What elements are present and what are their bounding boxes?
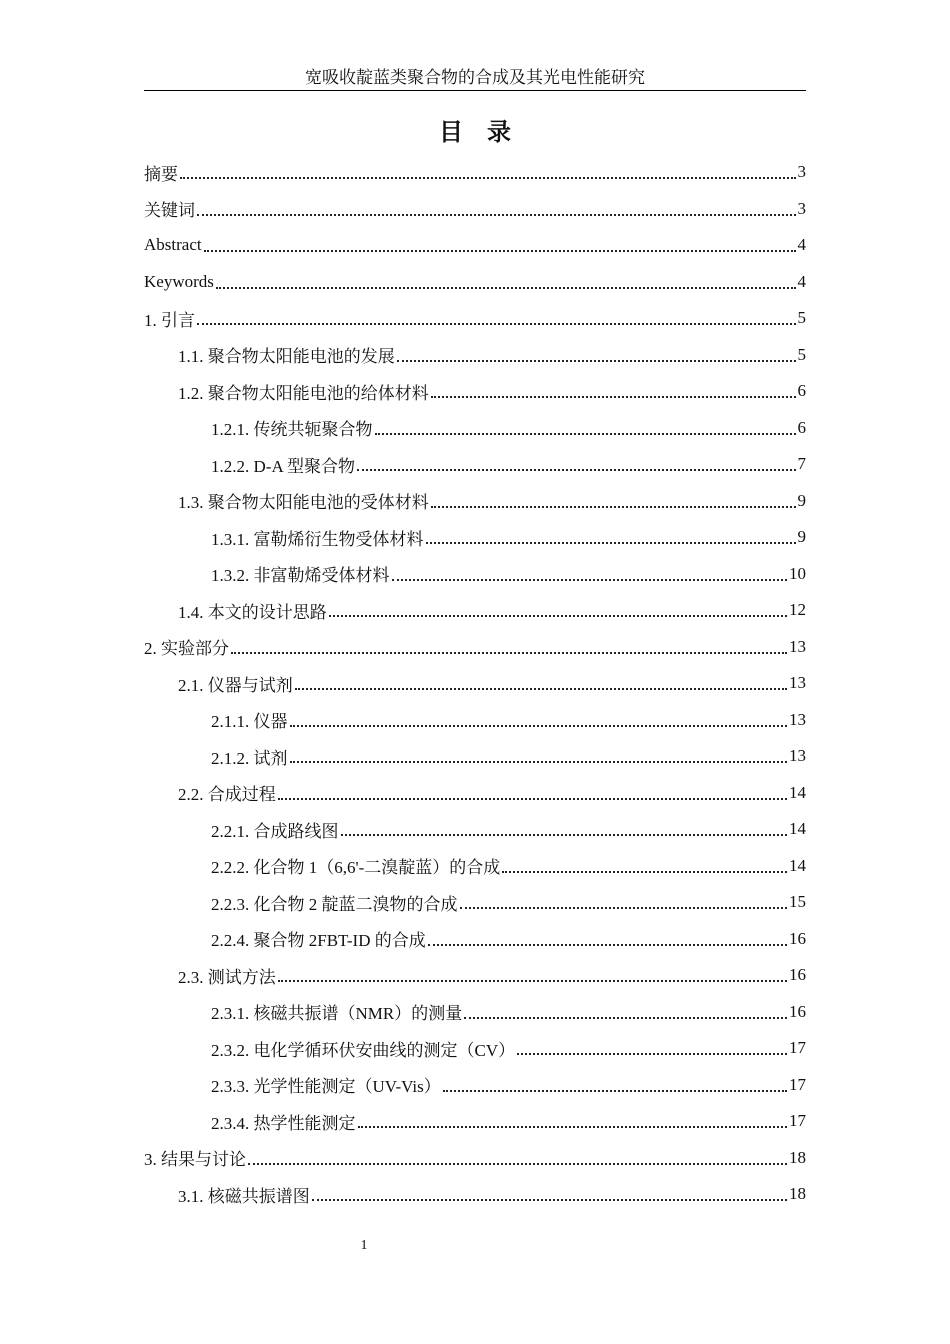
toc-entry[interactable] xyxy=(144,410,806,447)
toc-entry[interactable] xyxy=(144,629,806,666)
toc-entry[interactable] xyxy=(144,300,806,337)
toc-entry-label: 1.3.1. 富勒烯衍生物受体材料 xyxy=(211,529,424,549)
toc-entry-label: 3. 结果与讨论 xyxy=(144,1150,246,1170)
toc-entry-page: 6 xyxy=(797,417,806,437)
page-number: 1 xyxy=(360,1238,368,1253)
toc-entry[interactable] xyxy=(144,227,806,264)
toc-dot-leader xyxy=(392,579,788,581)
toc-entry-label: 1.1. 聚合物太阳能电池的发展 xyxy=(178,347,395,367)
toc-entry-page: 14 xyxy=(789,819,806,839)
toc-entry-page: 14 xyxy=(789,855,806,875)
toc-entry[interactable] xyxy=(144,884,806,921)
toc-entry-label: Keywords xyxy=(144,271,214,291)
toc-entry-label: 2.2.1. 合成路线图 xyxy=(211,821,339,841)
toc-dot-leader xyxy=(278,798,787,800)
toc-dot-leader xyxy=(290,725,788,727)
toc-entry-label: 2.3. 测试方法 xyxy=(178,967,276,987)
toc-dot-leader xyxy=(204,250,796,252)
toc-entry-page: 16 xyxy=(789,928,806,948)
toc-entry[interactable] xyxy=(144,811,806,848)
toc-entry-label: 2.2.4. 聚合物 2FBT-ID 的合成 xyxy=(211,931,426,951)
toc-dot-leader xyxy=(464,1017,787,1019)
toc-entry-page: 4 xyxy=(797,271,806,291)
toc-entry-label: 1.2.1. 传统共轭聚合物 xyxy=(211,420,373,440)
toc-entry[interactable] xyxy=(144,665,806,702)
toc-entry-page: 13 xyxy=(789,673,806,693)
toc-entry-page: 9 xyxy=(797,527,806,547)
toc-entry-label: 摘要 xyxy=(144,164,178,184)
toc-entry-page: 17 xyxy=(789,1111,806,1131)
toc-dot-leader xyxy=(431,506,796,508)
toc-entry-label: 2.3.2. 电化学循环伏安曲线的测定（CV） xyxy=(211,1040,516,1060)
toc-entry-label: 2.3.1. 核磁共振谱（NMR）的测量 xyxy=(211,1004,463,1024)
toc-entry[interactable] xyxy=(144,1067,806,1104)
toc-dot-leader xyxy=(295,688,787,690)
toc-dot-leader xyxy=(358,1126,788,1128)
toc-entry[interactable] xyxy=(144,191,806,228)
toc-entry-label: 2.2.3. 化合物 2 靛蓝二溴物的合成 xyxy=(211,894,458,914)
toc-dot-leader xyxy=(248,1163,787,1165)
toc-dot-leader xyxy=(197,323,796,325)
toc-entry-page: 12 xyxy=(789,600,806,620)
toc-entry-page: 9 xyxy=(797,490,806,510)
table-of-contents xyxy=(144,154,806,1213)
toc-entry-label: 1.2.2. D-A 型聚合物 xyxy=(211,456,356,476)
toc-entry[interactable] xyxy=(144,1140,806,1177)
running-header: 宽吸收靛蓝类聚合物的合成及其光电性能研究 xyxy=(305,68,645,87)
toc-entry[interactable] xyxy=(144,994,806,1031)
toc-entry-page: 3 xyxy=(797,162,806,182)
toc-entry-page: 7 xyxy=(797,454,806,474)
toc-entry[interactable] xyxy=(144,1103,806,1140)
toc-entry[interactable] xyxy=(144,921,806,958)
toc-entry-page: 4 xyxy=(797,235,806,255)
toc-dot-leader xyxy=(431,396,796,398)
toc-entry-page: 6 xyxy=(797,381,806,401)
toc-entry[interactable] xyxy=(144,1176,806,1213)
toc-dot-leader xyxy=(341,834,788,836)
toc-dot-leader xyxy=(397,360,796,362)
toc-entry[interactable] xyxy=(144,446,806,483)
toc-entry-page: 18 xyxy=(789,1147,806,1167)
toc-entry-label: 1.3. 聚合物太阳能电池的受体材料 xyxy=(178,493,429,513)
toc-entry-page: 13 xyxy=(789,709,806,729)
toc-entry[interactable] xyxy=(144,848,806,885)
toc-dot-leader xyxy=(216,287,796,289)
toc-entry[interactable] xyxy=(144,957,806,994)
toc-dot-leader xyxy=(329,615,787,617)
toc-dot-leader xyxy=(231,652,787,654)
toc-entry-page: 13 xyxy=(789,746,806,766)
toc-entry-page: 18 xyxy=(789,1184,806,1204)
toc-entry-label: 1.2. 聚合物太阳能电池的给体材料 xyxy=(178,383,429,403)
toc-entry-label: 2.3.3. 光学性能测定（UV-Vis） xyxy=(211,1077,441,1097)
toc-dot-leader xyxy=(517,1053,787,1055)
toc-dot-leader xyxy=(375,433,796,435)
toc-entry[interactable] xyxy=(144,373,806,410)
toc-dot-leader xyxy=(278,980,787,982)
toc-entry-page: 17 xyxy=(789,1074,806,1094)
toc-entry[interactable] xyxy=(144,702,806,739)
toc-entry-label: 2.1. 仪器与试剂 xyxy=(178,675,293,695)
toc-entry-page: 17 xyxy=(789,1038,806,1058)
toc-dot-leader xyxy=(460,907,788,909)
toc-entry[interactable] xyxy=(144,483,806,520)
toc-entry-label: 2.2.2. 化合物 1（6,6'-二溴靛蓝）的合成 xyxy=(211,858,501,878)
toc-entry[interactable] xyxy=(144,1030,806,1067)
toc-dot-leader xyxy=(312,1199,787,1201)
toc-entry-label: 1. 引言 xyxy=(144,310,195,330)
toc-entry-label: 2.2. 合成过程 xyxy=(178,785,276,805)
toc-dot-leader xyxy=(357,469,795,471)
toc-entry-label: 1.3.2. 非富勒烯受体材料 xyxy=(211,566,390,586)
toc-entry[interactable] xyxy=(144,154,806,191)
toc-entry[interactable] xyxy=(144,738,806,775)
toc-entry-label: Abstract xyxy=(144,235,202,255)
toc-entry-label: 2. 实验部分 xyxy=(144,639,229,659)
toc-entry[interactable] xyxy=(144,556,806,593)
toc-entry-page: 16 xyxy=(789,965,806,985)
toc-entry-page: 14 xyxy=(789,782,806,802)
toc-entry[interactable] xyxy=(144,337,806,374)
toc-entry-label: 关键词 xyxy=(144,201,195,221)
toc-entry-label: 2.1.1. 仪器 xyxy=(211,712,288,732)
toc-dot-leader xyxy=(428,944,787,946)
toc-entry-page: 16 xyxy=(789,1001,806,1021)
toc-dot-leader xyxy=(290,761,788,763)
toc-title: 目 录 xyxy=(439,118,511,146)
toc-entry-page: 5 xyxy=(797,308,806,328)
toc-entry-label: 1.4. 本文的设计思路 xyxy=(178,602,327,622)
toc-dot-leader xyxy=(180,177,796,179)
toc-entry[interactable] xyxy=(144,592,806,629)
toc-dot-leader xyxy=(502,871,787,873)
toc-entry-label: 2.3.4. 热学性能测定 xyxy=(211,1113,356,1133)
toc-entry[interactable] xyxy=(144,775,806,812)
toc-entry-page: 5 xyxy=(797,344,806,364)
toc-entry-label: 3.1. 核磁共振谱图 xyxy=(178,1186,310,1206)
toc-entry-page: 10 xyxy=(789,563,806,583)
toc-dot-leader xyxy=(197,214,796,216)
toc-entry-page: 3 xyxy=(797,198,806,218)
toc-entry[interactable] xyxy=(144,519,806,556)
toc-entry-page: 15 xyxy=(789,892,806,912)
toc-entry-label: 2.1.2. 试剂 xyxy=(211,748,288,768)
toc-entry[interactable] xyxy=(144,264,806,301)
header-rule xyxy=(144,90,806,91)
toc-dot-leader xyxy=(443,1090,787,1092)
toc-entry-page: 13 xyxy=(789,636,806,656)
toc-dot-leader xyxy=(426,542,796,544)
